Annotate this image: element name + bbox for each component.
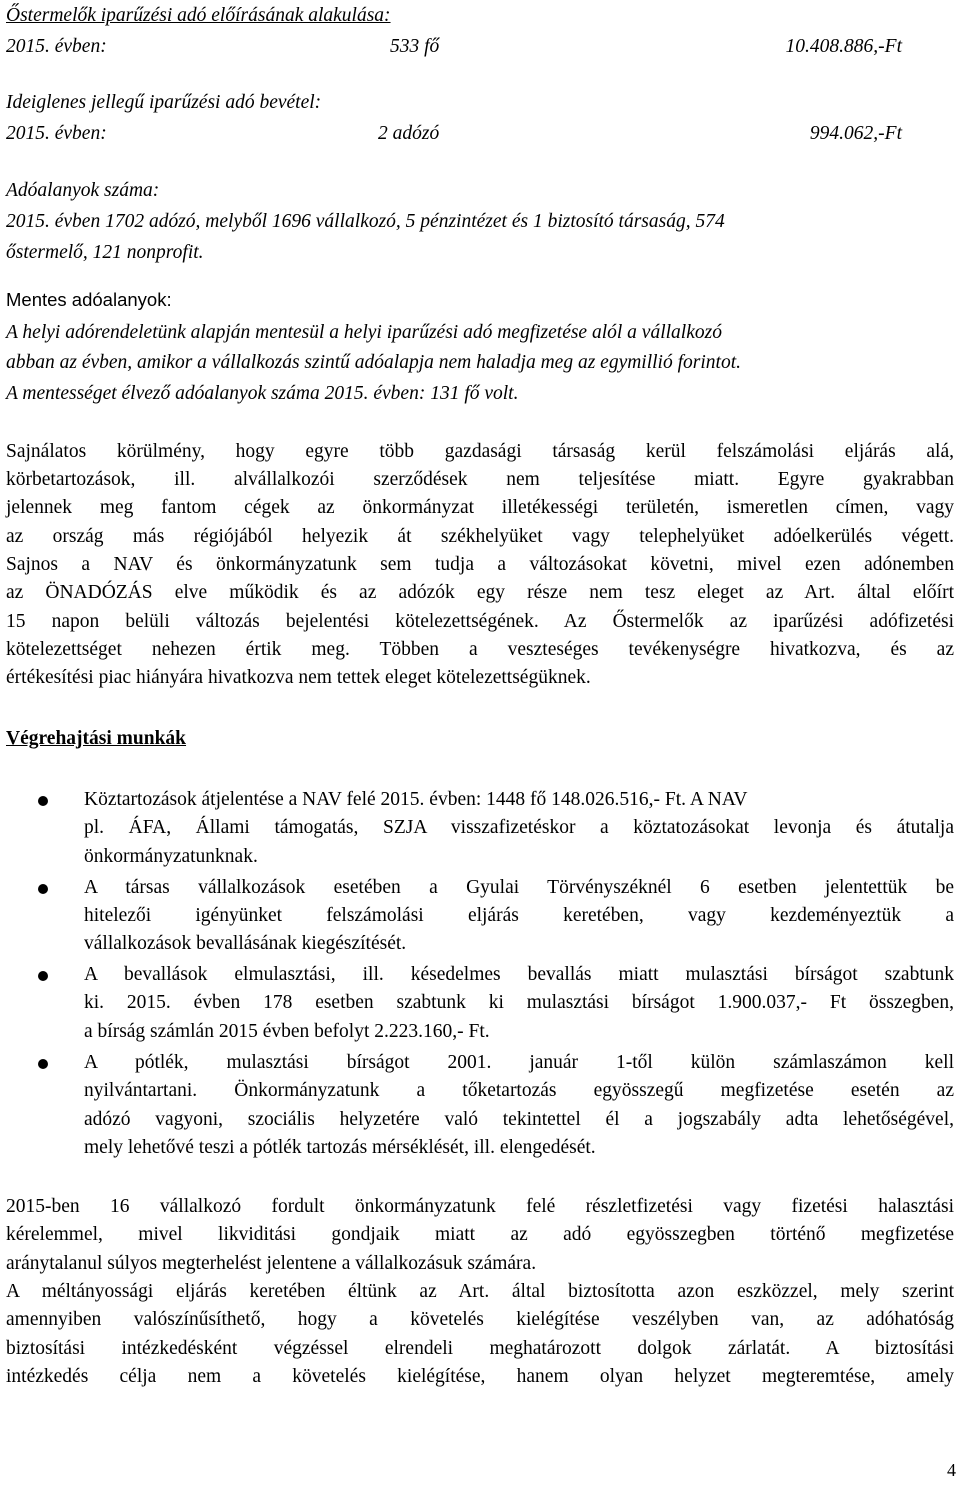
osterm-amount: 10.408.886,-Ft — [785, 36, 902, 57]
para3-line: A méltányossági eljárás keretében éltünk az Art. által biztosította azon eszközzel, mely szerint — [6, 1281, 954, 1302]
osterm-count: 533 fő — [390, 36, 440, 57]
page-number: 4 — [947, 1460, 956, 1480]
ideiglenes-amount: 994.062,-Ft — [809, 123, 902, 144]
mentes-line: abban az évben, amikor a vállalkozás szintű adóalapja nem haladja meg az egymillió forintot. — [6, 352, 741, 373]
bullet-line: vállalkozások bevallásának kiegészítését. — [84, 933, 407, 954]
bullet-icon — [38, 971, 48, 981]
bullet-line: nyilvántartani. Önkormányzatunk a tőketartozás egyösszegű megfizetése esetén az — [84, 1080, 954, 1101]
para1-line: az ország más régiójából helyezik át székhelyüket vagy telephelyüket adóelkerülés végett. — [6, 526, 954, 547]
ideiglenes-year: 2015. évben: — [6, 123, 107, 144]
bullet-line: pl. ÁFA, Állami támogatás, SZJA visszafizetéskor a köztatozásokat levonja és átutalja — [84, 817, 954, 838]
osterm-title: Őstermelők iparűzési adó előírásának alakulása: — [6, 5, 391, 26]
para1-line: Sajnos a NAV és önkormányzatunk sem tudja a változásokat követni, mivel ezen adónemben — [6, 554, 954, 575]
para3-line: amennyiben valószínűsíthető, hogy a követelés kielégítése veszélyben van, az adóhatóság — [6, 1309, 954, 1330]
bullet-line: A társas vállalkozások esetében a Gyulai Törvényszéknél 6 esetben jelentettük be — [84, 877, 954, 898]
bullet-icon — [38, 1059, 48, 1069]
para2-line: aránytalanul súlyos megterhelést jelentene a vállalkozásuk számára. — [6, 1253, 537, 1274]
ideiglenes-row — [6, 121, 954, 147]
osterm-year: 2015. évben: — [6, 36, 107, 57]
mentes-line: A helyi adórendeletünk alapján mentesül a helyi iparűzési adó megfizetése alól a vállalkozó — [6, 322, 722, 343]
para3-line: biztosítási intézkedésként végzéssel elrendeli meghatározott dolgok zárlatát. A biztosítási — [6, 1338, 954, 1359]
bullet-icon — [38, 884, 48, 894]
mentes-title: Mentes adóalanyok: — [6, 289, 172, 310]
adoalanyok-line: 2015. évben 1702 adózó, melyből 1696 vállalkozó, 5 pénzintézet és 1 biztosító társaság, 574 — [6, 211, 725, 232]
ideiglenes-title: Ideiglenes jellegű iparűzési adó bevétel: — [6, 92, 322, 113]
bullet-icon — [38, 796, 48, 806]
para2-line: 2015-ben 16 vállalkozó fordult önkormányzatunk felé részletfizetési vagy fizetési halasztási — [6, 1196, 954, 1217]
para1-line: kötelezettséget nehezen értik meg. Többen a veszteséges tevékenységre hivatkozva, és az — [6, 639, 954, 660]
bullet-line: mely lehetővé teszi a pótlék tartozás mérséklését, ill. elengedését. — [84, 1137, 596, 1158]
para3-line: intézkedés célja nem a követelés kielégítése, hanem olyan helyzet megteremtése, amely — [6, 1366, 954, 1387]
ideiglenes-count: 2 adózó — [378, 123, 440, 144]
para1-line: Sajnálatos körülmény, hogy egyre több gazdasági társaság kerül felszámolási eljárás alá, — [6, 441, 954, 462]
para1-line: 15 napon belüli változás bejelentési kötelezettségének. Az Őstermelők az iparűzési adófizetési — [6, 611, 954, 632]
bullet-line: Köztartozások átjelentése a NAV felé 2015. évben: 1448 fő 148.026.516,- Ft. A NAV — [84, 789, 748, 810]
para1-line: körbetartozások, ill. alvállalkozói szerződések nem teljesítése miatt. Egyre gyakrabban — [6, 469, 954, 490]
para1-line: az ÖNADÓZÁS elve működik és az adózók egy része nem tesz eleget az Art. által előírt — [6, 582, 954, 603]
bullet-line: a bírság számlán 2015 évben befolyt 2.223.160,- Ft. — [84, 1021, 490, 1042]
mentes-line: A mentességet élvező adóalanyok száma 2015. évben: 131 fő volt. — [6, 383, 519, 404]
bullet-line: önkormányzatunknak. — [84, 846, 258, 867]
bullet-line: adózó vagyoni, szociális helyzetére való tekintettel él a jogszabály adta lehetőségével, — [84, 1109, 954, 1130]
osterm-row — [6, 34, 954, 60]
bullet-line: A bevallások elmulasztási, ill. késedelmes bevallás miatt mulasztási bírságot szabtunk — [84, 964, 954, 985]
vegrehajtasi-heading: Végrehajtási munkák — [6, 728, 187, 749]
bullet-line: A pótlék, mulasztási bírságot 2001. január 1-től külön számlaszámon kell — [84, 1052, 954, 1073]
bullet-line: hitelezői igényünket felszámolási eljárás keretében, vagy kezdeményeztük a — [84, 905, 954, 926]
adoalanyok-line: őstermelő, 121 nonprofit. — [6, 242, 204, 263]
para2-line: kérelemmel, mivel likviditási gondjaik miatt az adó egyösszegben történő megfizetése — [6, 1224, 954, 1245]
para1-line: értékesítési piac hiányára hivatkozva nem tettek eleget kötelezettségüknek. — [6, 667, 591, 688]
adoalanyok-title: Adóalanyok száma: — [6, 180, 160, 201]
para1-line: jelennek meg fantom cégek az önkormányzat illetékességi területén, ismeretlen címen, vagy — [6, 497, 954, 518]
bullet-line: ki. 2015. évben 178 esetben szabtunk ki mulasztási bírságot 1.900.037,- Ft összegben, — [84, 992, 954, 1013]
